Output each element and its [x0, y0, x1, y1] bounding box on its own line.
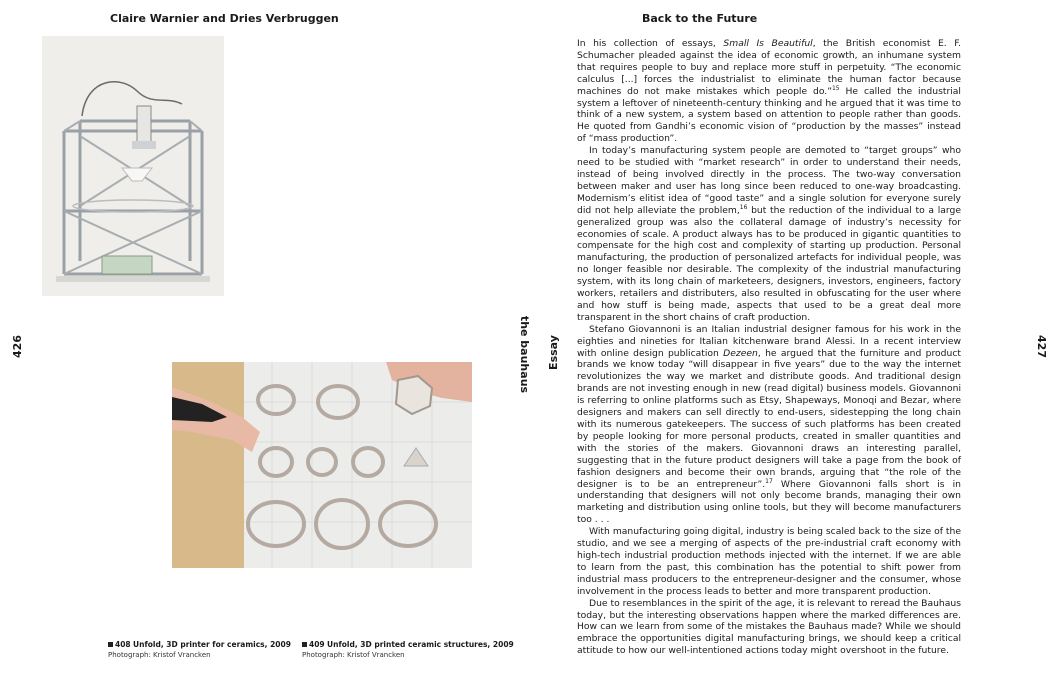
text-run: but the reduction of the individual to a large generalized group was also the collateral damage of industry’s necessity for economies of scale. A product always has to be produced in gigantic quantities to compensate for the high cost and complexity of starting up production. Personal manufacturing, the production of personalized artefacts for individual people, was no longer feasible nor desirable. The complexity of the industrial manufacturing system, with its long chain of marketeers, designers, investors, engineers, factory workers, retailers and distributers, also resulted in obfuscating for the user where and how stuff is being made, aspects that used to be a great deal more transparent in the short chains of craft production. — [577, 204, 962, 323]
page-number-right: 427 — [1034, 335, 1048, 358]
caption-title: Unfold, 3D printer for ceramics, 2009 — [133, 640, 291, 649]
essay-paragraph-5: Due to resemblances in the spirit of the age, it is relevant to reread the Bauhaus today, but the interesting observations happen where the marked differences are. How can we learn from some of the mistakes the Bauhaus made? While we should embrace the opportunities digital manufacturing brings, we should keep a critical attitude to how our well-intentioned actions today might overshoot in the future. — [577, 597, 961, 657]
left-page-header-authors: Claire Warnier and Dries Verbruggen — [110, 12, 339, 25]
essay-paragraph-4: With manufacturing going digital, industry is being scaled back to the size of the studio, and we see a merging of aspects of the pre-industrial craft economy with high-tech industrial production methods injected with the internet. If we are able to learn from the past, this combination has the potential to shift power from industrial mass producers to the entrepreneur-designer and the consumer, whose involvement in the process leads to better and more transparent production. — [577, 526, 961, 597]
essay-paragraph-2 — [577, 145, 961, 324]
photo-3d-printer — [42, 36, 224, 296]
text-run: He called the industrial system a leftover of nineteenth-century thinking and he argued that it was time to think of a new system, a system based on attention to people rather than goods. He quoted from Gandhi’s economic vision of “production by the masses” instead of “mass production”. — [577, 85, 961, 145]
caption-number: 409 — [309, 640, 325, 649]
footnote-ref: 17 — [765, 477, 773, 485]
essay-body — [577, 38, 961, 657]
printer-illustration — [42, 36, 224, 296]
running-head-section: the bauhaus — [518, 315, 532, 394]
book-title: Small Is Beautiful — [723, 38, 813, 49]
text-run: , he argued that the furniture and product brands we know today “will disappear in five years” due to the way the internet revolutionizes the way we market and distribute goods. And traditional design brands are not investing enough in new (read digital) business models. Giovannoni is referring to online platforms such as Etsy, Shapeways, Monoqi and Bezar, where designers and makers can sell directly to end-users, sidestepping the long chain with its numerous gatekeepers. The success of such platforms has been created by people looking for more personal products, created in smaller quantities and with the stories of the makers. Giovannoni draws an interesting parallel, suggesting that in the future product designers will take a page from the book of fashion designers and become their own brands, arguing that “the role of the designer is to be an entrepreneur”. — [577, 347, 961, 490]
essay-paragraph-3 — [577, 324, 961, 526]
ceramics-illustration — [172, 362, 472, 568]
text-run: In today’s manufacturing system people are demoted to “target groups” who need to be studied with “market research” in order to understand their needs, instead of being involved directly in the process. The two-way conversation between maker and user has long since been reduced to one-way broadcasting. Modernism’s elitist idea of “good taste” and a single solution for everyone surely did not help alleviate the problem, — [577, 145, 961, 216]
essay-paragraph-1 — [577, 38, 961, 145]
text-run: Where Giovannoni falls short is in understanding that designers will not only become brands, managing their own marketing and distribution using online tools, but they will become manufacturers too . . . — [577, 478, 961, 526]
running-head-category: Essay — [546, 335, 560, 370]
caption-number: 408 — [115, 640, 131, 649]
footnote-ref: 16 — [739, 203, 748, 211]
text-run: Stefano Giovannoni is an Italian industrial designer famous for his work in the eighties and nineties for Italian kitchenware brand Alessi. In a recent interview with online design publication — [577, 323, 961, 359]
text-run: , the British economist E. F. Schumacher pleaded against the idea of economic growth, an inhumane system that requires people to buy and replace more stuff in perpetuity. “The economic calculus [...] forces the industrialist to eliminate the human factor because machines do not make mistakes which people do.” — [577, 38, 961, 97]
caption-credit: Photograph: Kristof Vrancken — [302, 651, 405, 659]
photo-ceramic-structures — [172, 362, 472, 568]
page-number-left: 426 — [10, 335, 24, 358]
caption-408 — [108, 640, 291, 660]
caption-credit: Photograph: Kristof Vrancken — [108, 651, 211, 659]
caption-marker-icon — [302, 642, 307, 647]
caption-marker-icon — [108, 642, 113, 647]
caption-409 — [302, 640, 514, 660]
footnote-ref: 15 — [831, 84, 840, 92]
publication-title: Dezeen — [723, 347, 758, 359]
caption-title: Unfold, 3D printed ceramic structures, 2009 — [327, 640, 514, 649]
right-page-header-title: Back to the Future — [642, 12, 758, 25]
text-run: In his collection of essays, — [577, 38, 724, 49]
